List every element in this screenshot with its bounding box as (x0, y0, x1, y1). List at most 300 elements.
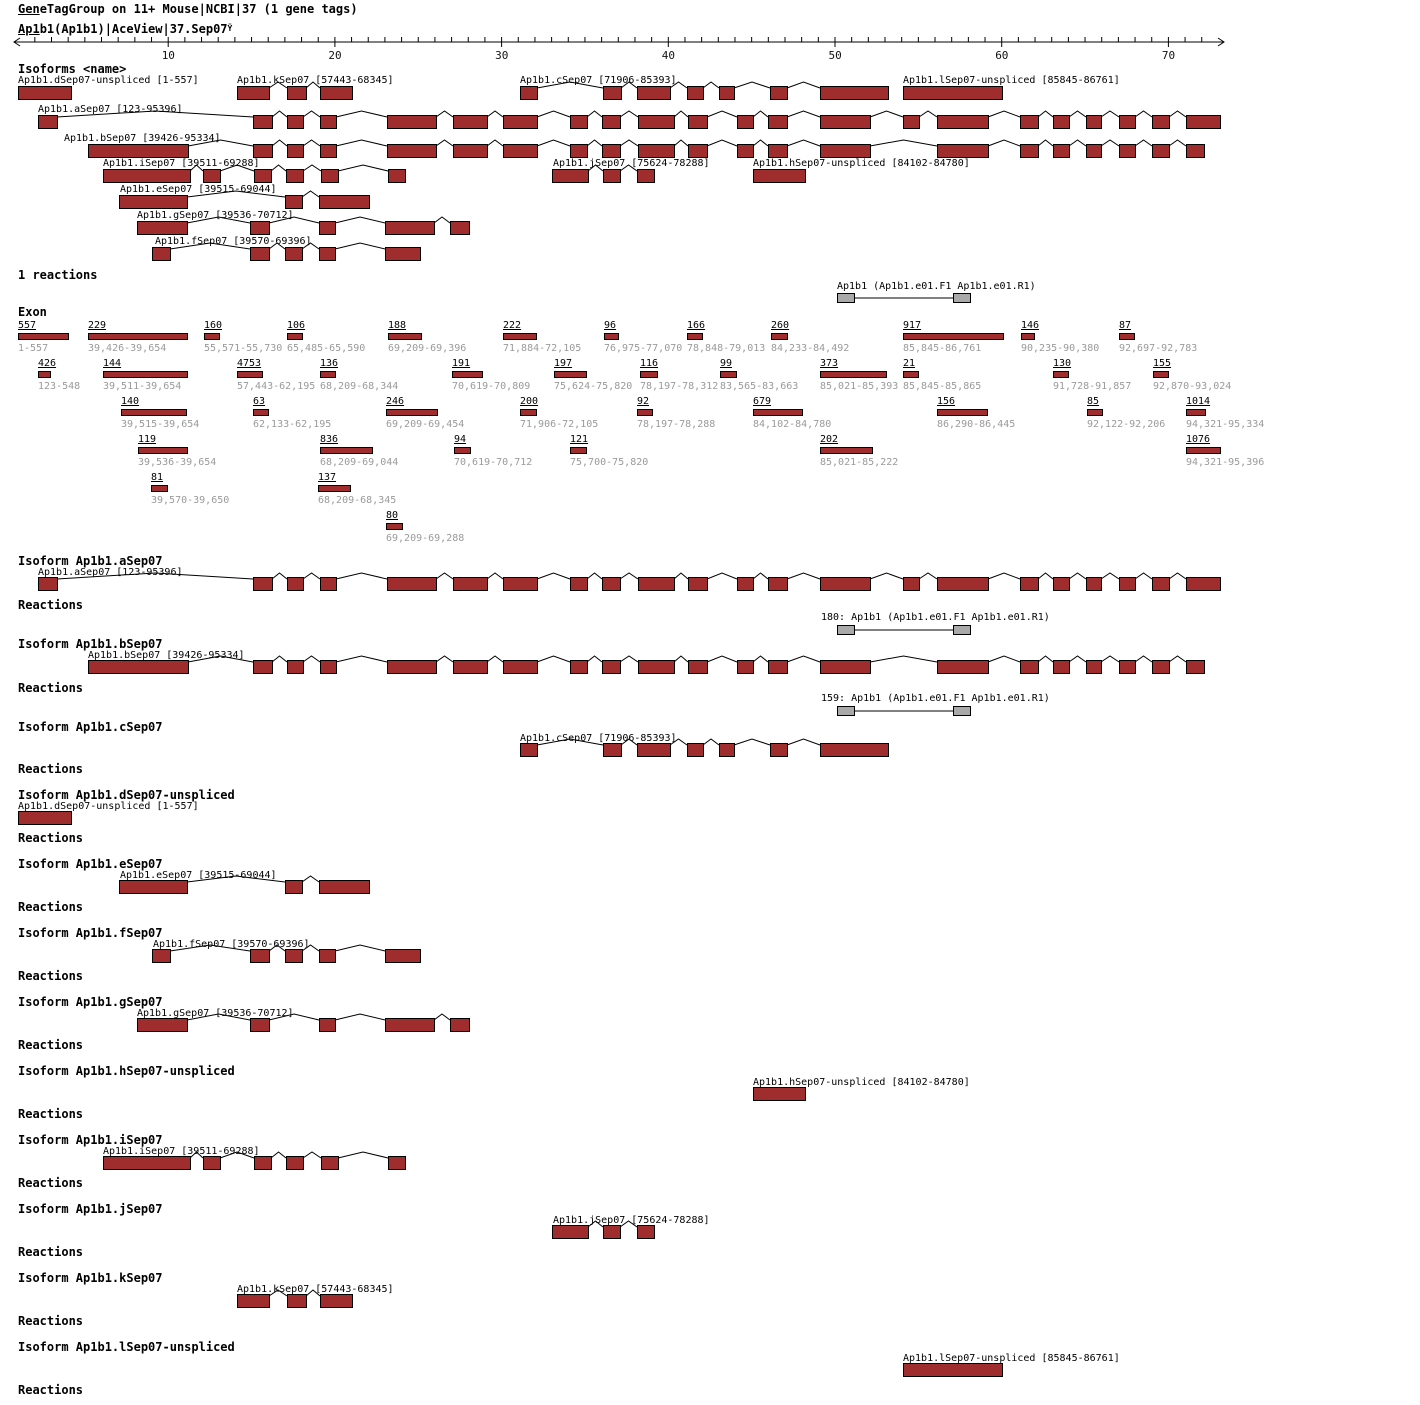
exon-box[interactable] (904, 116, 920, 129)
exon-box[interactable] (754, 1088, 806, 1101)
exon-box[interactable] (571, 145, 588, 158)
exon-box[interactable] (821, 744, 889, 757)
overview-track-label[interactable]: Ap1b1.cSep07 [71906-85393] (520, 75, 677, 86)
section-a-reaction-label[interactable]: 180: Ap1b1 (Ap1b1.e01.F1 Ap1b1.e01.R1) (821, 612, 1050, 623)
exon-length-link[interactable]: 130 (1053, 358, 1072, 369)
exon-bar[interactable] (454, 447, 471, 454)
exon-box[interactable] (254, 145, 273, 158)
overview-track-label[interactable]: Ap1b1.bSep07 [39426-95334] (64, 133, 221, 144)
exon-length-link[interactable]: 1076 (1186, 434, 1211, 445)
exon-box[interactable] (388, 116, 437, 129)
exon-length-link[interactable]: 426 (38, 358, 57, 369)
exon-length-link[interactable]: 4753 (237, 358, 262, 369)
exon-box[interactable] (451, 222, 470, 235)
isoform-track-label[interactable]: Ap1b1.bSep07 [39426-95334] (88, 650, 245, 661)
isoform-track-label[interactable]: Ap1b1.cSep07 [71906-85393] (520, 733, 677, 744)
section-b-track[interactable] (0, 654, 1420, 680)
exon-length-link[interactable]: 21 (903, 358, 916, 369)
isoform-track-label[interactable]: Ap1b1.fSep07 [39570-69396] (153, 939, 310, 950)
exon-box[interactable] (254, 116, 273, 129)
ruler-tick-label: 10 (161, 49, 175, 62)
exon-box[interactable] (286, 881, 303, 894)
exon-length-link[interactable]: 917 (903, 320, 922, 331)
exon-box[interactable] (320, 1019, 336, 1032)
isoform-track-label[interactable]: Ap1b1.aSep07 [123-95396] (38, 567, 183, 578)
exon-box[interactable] (821, 116, 871, 129)
exon-coords: 84,102-84,780 (753, 419, 832, 430)
exon-bar[interactable] (237, 371, 263, 378)
exon-box[interactable] (320, 196, 370, 209)
exon-box[interactable] (720, 744, 735, 757)
overview-track-label[interactable]: Ap1b1.lSep07-unspliced [85845-86761] (903, 75, 1120, 86)
exon-length-link[interactable]: 92 (637, 396, 650, 407)
isoform-track-label[interactable]: Ap1b1.jSep07 [75624-78288] (553, 1215, 710, 1226)
exon-box[interactable] (938, 661, 989, 674)
exon-box[interactable] (321, 578, 337, 591)
exon-bar[interactable] (903, 371, 919, 378)
exon-box[interactable] (386, 248, 421, 261)
intron-line (1069, 140, 1086, 146)
exon-box[interactable] (504, 661, 538, 674)
exon-bar[interactable] (386, 409, 438, 416)
section-k-track[interactable] (0, 1288, 1420, 1314)
exon-bar[interactable] (1021, 333, 1035, 340)
exon-box[interactable] (386, 1019, 435, 1032)
overview-track-label[interactable]: Ap1b1.jSep07 [75624-78288] (553, 158, 710, 169)
exon-bar[interactable] (1186, 447, 1221, 454)
exon-box[interactable] (904, 87, 1003, 100)
exon-box[interactable] (1153, 578, 1170, 591)
exon-length-link[interactable]: 156 (937, 396, 956, 407)
exon-bar[interactable] (318, 485, 351, 492)
exon-length-link[interactable]: 222 (503, 320, 522, 331)
reactions-heading: Reactions (18, 1383, 84, 1397)
exon-length-link[interactable]: 155 (1153, 358, 1172, 369)
intron-line (269, 243, 285, 249)
exon-box[interactable] (286, 950, 303, 963)
exon-box[interactable] (120, 881, 188, 894)
exon-bar[interactable] (388, 333, 422, 340)
exon-length-link[interactable]: 85 (1087, 396, 1100, 407)
intron-line (674, 656, 688, 662)
exon-bar[interactable] (937, 409, 988, 416)
exon-bar[interactable] (320, 371, 336, 378)
isoform-track-label[interactable]: Ap1b1.hSep07-unspliced [84102-84780] (753, 1077, 970, 1088)
exon-length-link[interactable]: 146 (1021, 320, 1040, 331)
exon-box[interactable] (639, 145, 675, 158)
exon-box[interactable] (821, 578, 871, 591)
exon-bar[interactable] (1186, 409, 1206, 416)
intron-line (988, 111, 1020, 117)
exon-length-link[interactable]: 63 (253, 396, 266, 407)
exon-length-link[interactable]: 679 (753, 396, 772, 407)
exon-bar[interactable] (720, 371, 737, 378)
exon-box[interactable] (553, 1226, 589, 1239)
exon-box[interactable] (138, 222, 188, 235)
exon-bar[interactable] (38, 371, 51, 378)
exon-bar[interactable] (121, 409, 187, 416)
intron-line (434, 1014, 450, 1020)
exon-length-link[interactable]: 202 (820, 434, 839, 445)
exon-bar[interactable] (820, 371, 887, 378)
exon-box[interactable] (254, 578, 273, 591)
overview-track-label[interactable]: Ap1b1.aSep07 [123-95396] (38, 104, 183, 115)
exon-length-link[interactable]: 106 (287, 320, 306, 331)
exon-box[interactable] (454, 661, 488, 674)
overview-track-label[interactable]: Ap1b1.dSep07-unspliced [1-557] (18, 75, 199, 86)
exon-length-link[interactable]: 81 (151, 472, 164, 483)
section-a-reaction-boxes[interactable] (0, 624, 1420, 638)
exon-box[interactable] (571, 578, 588, 591)
intron-line (272, 656, 287, 662)
exon-length-link[interactable]: 121 (570, 434, 589, 445)
overview-Ap1b1.lSep07-unspliced-track[interactable] (0, 80, 1420, 106)
exon-box[interactable] (286, 196, 303, 209)
exon-bar[interactable] (753, 409, 803, 416)
exon-bar[interactable] (1053, 371, 1069, 378)
exon-box[interactable] (1087, 661, 1102, 674)
isoform-track-label[interactable]: Ap1b1.kSep07 [57443-68345] (237, 1284, 394, 1295)
exon-box[interactable] (204, 1157, 221, 1170)
exon-length-link[interactable]: 160 (204, 320, 223, 331)
exon-box[interactable] (1187, 145, 1205, 158)
section-j-track[interactable] (0, 1219, 1420, 1245)
exon-box[interactable] (288, 145, 304, 158)
exon-length-link[interactable]: 246 (386, 396, 405, 407)
exon-box[interactable] (769, 578, 788, 591)
exon-box[interactable] (571, 116, 588, 129)
isoform-track-label[interactable]: Ap1b1.eSep07 [39515-69044] (120, 870, 277, 881)
exon-length-link[interactable]: 87 (1119, 320, 1132, 331)
exon-box[interactable] (321, 1295, 353, 1308)
exon-box[interactable] (288, 578, 304, 591)
exon-bar[interactable] (287, 333, 303, 340)
exon-box[interactable] (454, 578, 488, 591)
exon-box[interactable] (321, 116, 337, 129)
exon-length-link[interactable]: 166 (687, 320, 706, 331)
exon-bar[interactable] (637, 409, 653, 416)
exon-box[interactable] (454, 145, 488, 158)
exon-length-link[interactable]: 99 (720, 358, 733, 369)
exon-length-link[interactable]: 136 (320, 358, 339, 369)
exon-box[interactable] (89, 145, 189, 158)
exon-bar[interactable] (604, 333, 619, 340)
exon-box[interactable] (571, 661, 588, 674)
exon-box[interactable] (603, 116, 621, 129)
exon-box[interactable] (689, 578, 708, 591)
exon-box[interactable] (288, 1295, 307, 1308)
exon-bar[interactable] (151, 485, 168, 492)
exon-bar[interactable] (570, 447, 587, 454)
overview-track-label[interactable]: Ap1b1.fSep07 [39570-69396] (155, 236, 312, 247)
exon-length-link[interactable]: 191 (452, 358, 471, 369)
isoform-track-label[interactable]: Ap1b1.lSep07-unspliced [85845-86761] (903, 1353, 1120, 1364)
exon-box[interactable] (504, 145, 538, 158)
section-g-track[interactable] (0, 1012, 1420, 1038)
intron-line (170, 243, 250, 249)
exon-bar[interactable] (1119, 333, 1135, 340)
exon-box[interactable] (1120, 661, 1136, 674)
exon-box[interactable] (1021, 661, 1039, 674)
exon-box[interactable] (1153, 661, 1170, 674)
exon-box[interactable] (320, 881, 370, 894)
exon-length-link[interactable]: 260 (771, 320, 790, 331)
exon-box[interactable] (738, 661, 754, 674)
exon-box[interactable] (821, 661, 871, 674)
section-h-track[interactable] (0, 1081, 1420, 1107)
exon-bar[interactable] (1153, 371, 1169, 378)
exon-box[interactable] (604, 744, 622, 757)
section-d-track[interactable] (0, 805, 1420, 831)
exon-box[interactable] (153, 248, 171, 261)
exon-box[interactable] (255, 1157, 272, 1170)
exon-box[interactable] (286, 248, 303, 261)
exon-length-link[interactable]: 80 (386, 510, 399, 521)
exon-box[interactable] (39, 116, 58, 129)
exon-bar[interactable] (253, 409, 269, 416)
reaction-box[interactable] (954, 707, 971, 716)
exon-box[interactable] (1187, 661, 1205, 674)
exon-box[interactable] (1054, 116, 1070, 129)
exon-box[interactable] (1153, 116, 1170, 129)
exon-box[interactable] (251, 1019, 270, 1032)
exon-bar[interactable] (554, 371, 587, 378)
exon-box[interactable] (19, 812, 72, 825)
exon-box[interactable] (904, 578, 920, 591)
exon-box[interactable] (238, 1295, 270, 1308)
exon-coords: 68,209-68,345 (318, 495, 397, 506)
exon-bar[interactable] (18, 333, 69, 340)
exon-box[interactable] (386, 950, 421, 963)
exon-box[interactable] (639, 661, 675, 674)
exon-length-link[interactable]: 197 (554, 358, 573, 369)
exon-length-link[interactable]: 229 (88, 320, 107, 331)
exon-bar[interactable] (138, 447, 188, 454)
exon-box[interactable] (603, 578, 621, 591)
exon-length-link[interactable]: 140 (121, 396, 140, 407)
exon-box[interactable] (388, 661, 437, 674)
overview-track-label[interactable]: Ap1b1.hSep07-unspliced [84102-84780] (753, 158, 970, 169)
overview-reaction-boxes[interactable] (0, 292, 1420, 306)
section-a-track[interactable] (0, 571, 1420, 597)
exon-box[interactable] (120, 196, 188, 209)
exon-box[interactable] (287, 1157, 304, 1170)
exon-bar[interactable] (452, 371, 483, 378)
exon-box[interactable] (1021, 578, 1039, 591)
overview-Ap1b1.aSep07-track[interactable] (0, 109, 1420, 135)
exon-box[interactable] (1087, 145, 1102, 158)
exon-box[interactable] (104, 1157, 191, 1170)
exon-box[interactable] (1087, 578, 1102, 591)
exon-box[interactable] (1054, 145, 1070, 158)
overview-track-label[interactable]: Ap1b1.iSep07 [39511-69288] (103, 158, 260, 169)
reaction-box[interactable] (838, 294, 855, 303)
exon-box[interactable] (1120, 578, 1136, 591)
exon-box[interactable] (1087, 116, 1102, 129)
section-b-reaction-boxes[interactable] (0, 705, 1420, 719)
exon-box[interactable] (603, 145, 621, 158)
exon-box[interactable] (320, 950, 336, 963)
exon-coords: 85,021-85,222 (820, 457, 899, 468)
exon-box[interactable] (288, 116, 304, 129)
exon-length-link[interactable]: 137 (318, 472, 337, 483)
exon-box[interactable] (389, 1157, 406, 1170)
exon-box[interactable] (689, 116, 708, 129)
exon-box[interactable] (938, 578, 989, 591)
exon-box[interactable] (1021, 145, 1039, 158)
exon-box[interactable] (251, 950, 270, 963)
exon-length-link[interactable]: 119 (138, 434, 157, 445)
exon-box[interactable] (754, 170, 806, 183)
exon-bar[interactable] (640, 371, 658, 378)
exon-length-link[interactable]: 557 (18, 320, 37, 331)
section-l-track[interactable] (0, 1357, 1420, 1383)
isoform-track-label[interactable]: Ap1b1.gSep07 [39536-70712] (137, 1008, 294, 1019)
overview-reaction-label[interactable]: Ap1b1 (Ap1b1.e01.F1 Ap1b1.e01.R1) (837, 281, 1036, 292)
exon-bar[interactable] (820, 447, 873, 454)
exon-bar[interactable] (386, 523, 403, 530)
exon-box[interactable] (254, 661, 273, 674)
exon-length-link[interactable]: 94 (454, 434, 467, 445)
exon-box[interactable] (769, 116, 788, 129)
intron-line (188, 656, 253, 662)
exon-box[interactable] (386, 222, 435, 235)
exon-bar[interactable] (520, 409, 537, 416)
exon-box[interactable] (388, 145, 437, 158)
exon-box[interactable] (322, 1157, 339, 1170)
reaction-box[interactable] (954, 294, 971, 303)
exon-box[interactable] (639, 578, 675, 591)
exon-bar[interactable] (320, 447, 373, 454)
section-i-track[interactable] (0, 1150, 1420, 1176)
exon-box[interactable] (771, 744, 788, 757)
exon-box[interactable] (604, 1226, 621, 1239)
exon-box[interactable] (321, 145, 337, 158)
exon-coords: 70,619-70,809 (452, 381, 531, 392)
exon-box[interactable] (938, 145, 989, 158)
exon-bar[interactable] (204, 333, 220, 340)
exon-box[interactable] (288, 661, 304, 674)
isoform-track-label[interactable]: Ap1b1.iSep07 [39511-69288] (103, 1146, 260, 1157)
section-b-reaction-label[interactable]: 159: Ap1b1 (Ap1b1.e01.F1 Ap1b1.e01.R1) (821, 693, 1050, 704)
section-e-track[interactable] (0, 874, 1420, 900)
exon-box[interactable] (638, 744, 671, 757)
exon-box[interactable] (689, 145, 708, 158)
exon-bar[interactable] (687, 333, 703, 340)
exon-box[interactable] (938, 116, 989, 129)
exon-box[interactable] (688, 744, 704, 757)
exon-bar[interactable] (1087, 409, 1103, 416)
exon-bar[interactable] (903, 333, 1004, 340)
section-f-track[interactable] (0, 943, 1420, 969)
exon-box[interactable] (738, 578, 754, 591)
exon-coords: 92,697-92,783 (1119, 343, 1198, 354)
exon-length-link[interactable]: 373 (820, 358, 839, 369)
exon-bar[interactable] (503, 333, 537, 340)
isoform-track-label[interactable]: Ap1b1.dSep07-unspliced [1-557] (18, 801, 199, 812)
exon-box[interactable] (1054, 578, 1070, 591)
exon-box[interactable] (504, 578, 538, 591)
intron-line (335, 243, 385, 249)
overview-Ap1b1.fSep07-track[interactable] (0, 241, 1420, 267)
exon-box[interactable] (138, 1019, 188, 1032)
exon-box[interactable] (321, 661, 337, 674)
exon-box[interactable] (638, 1226, 655, 1239)
exon-box[interactable] (153, 950, 171, 963)
reaction-box[interactable] (838, 626, 855, 635)
exon-box[interactable] (904, 1364, 1003, 1377)
exon-box[interactable] (454, 116, 488, 129)
exon-length-link[interactable]: 1014 (1186, 396, 1211, 407)
exon-length-link[interactable]: 200 (520, 396, 539, 407)
intron-line (707, 111, 737, 117)
intron-line (620, 140, 638, 146)
exon-box[interactable] (251, 222, 270, 235)
exon-box[interactable] (39, 578, 58, 591)
exon-length-link[interactable]: 116 (640, 358, 659, 369)
intron-line (587, 573, 602, 579)
reactions-heading: Reactions (18, 1176, 84, 1190)
exon-box[interactable] (738, 116, 754, 129)
intron-line (734, 739, 770, 745)
exon-box[interactable] (251, 248, 270, 261)
exon-box[interactable] (738, 145, 754, 158)
reaction-box[interactable] (954, 626, 971, 635)
exon-box[interactable] (821, 145, 871, 158)
overview-track-label[interactable]: Ap1b1.gSep07 [39536-70712] (137, 210, 294, 221)
exon-bar[interactable] (771, 333, 788, 340)
exon-box[interactable] (1054, 661, 1070, 674)
exon-box[interactable] (1120, 145, 1136, 158)
gene-tag-group-link[interactable] (18, 2, 358, 16)
exon-coords: 65,485-65,590 (287, 343, 366, 354)
exon-box[interactable] (603, 661, 621, 674)
exon-length-link[interactable]: 144 (103, 358, 122, 369)
exon-box[interactable] (1187, 116, 1221, 129)
exon-box[interactable] (689, 661, 708, 674)
exon-box[interactable] (1153, 145, 1170, 158)
intron-line (703, 739, 719, 745)
intron-line (271, 1152, 286, 1158)
section-c-track[interactable] (0, 737, 1420, 763)
exon-box[interactable] (504, 116, 538, 129)
exon-box[interactable] (320, 248, 336, 261)
exon-bar[interactable] (88, 333, 188, 340)
exon-coords: 68,209-69,044 (320, 457, 399, 468)
reaction-box[interactable] (838, 707, 855, 716)
exon-bar[interactable] (103, 371, 188, 378)
exon-length-link[interactable]: 836 (320, 434, 339, 445)
overview-track-label[interactable]: Ap1b1.eSep07 [39515-69044] (120, 184, 277, 195)
exon-box[interactable] (769, 661, 788, 674)
intron-line (707, 140, 737, 146)
exon-coords: 76,975-77,070 (604, 343, 683, 354)
exon-box[interactable] (1187, 578, 1221, 591)
intron-line (188, 140, 253, 146)
exon-box[interactable] (320, 222, 336, 235)
overview-track-label[interactable]: Ap1b1.kSep07 [57443-68345] (237, 75, 394, 86)
exon-box[interactable] (639, 116, 675, 129)
exon-length-link[interactable]: 188 (388, 320, 407, 331)
exon-box[interactable] (388, 578, 437, 591)
exon-box[interactable] (769, 145, 788, 158)
exon-box[interactable] (89, 661, 189, 674)
exon-box[interactable] (451, 1019, 470, 1032)
exon-box[interactable] (1120, 116, 1136, 129)
exon-box[interactable] (521, 744, 538, 757)
exon-box[interactable] (1021, 116, 1039, 129)
exon-length-link[interactable]: 96 (604, 320, 617, 331)
